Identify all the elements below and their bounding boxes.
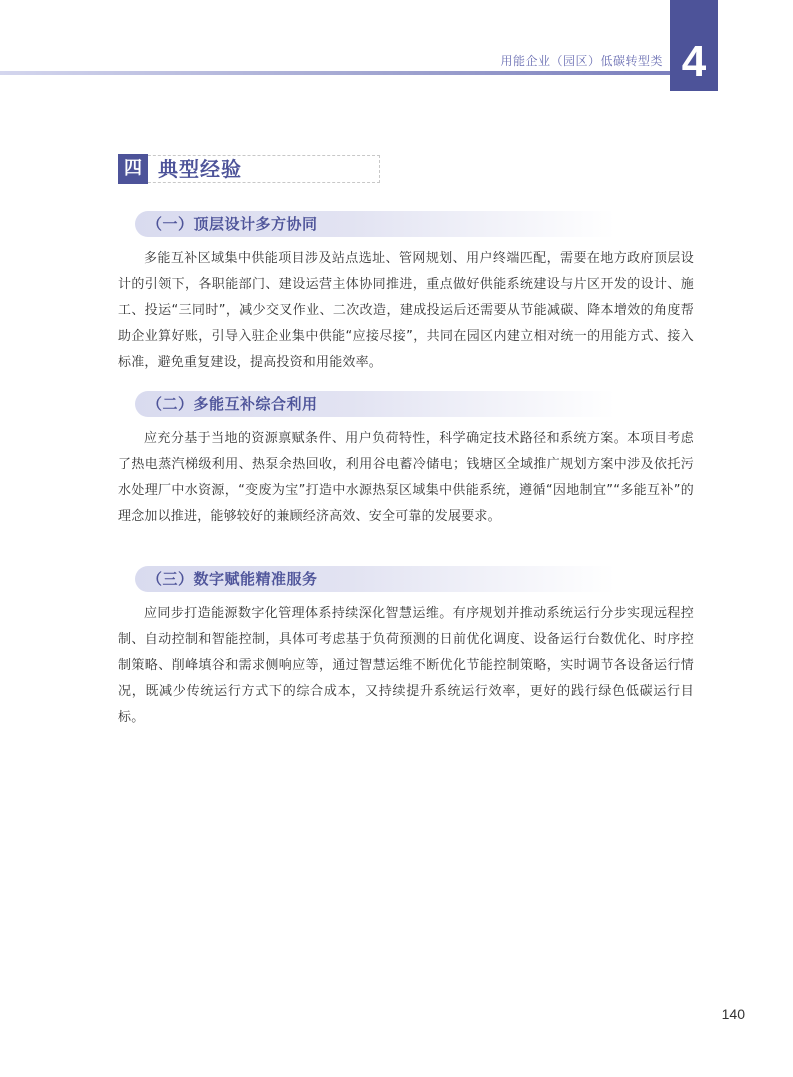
paragraph-1: 多能互补区域集中供能项目涉及站点选址、管网规划、用户终端匹配，需要在地方政府顶层设计的引领下，各职能部门、建设运营主体协同推进，重点做好供能系统建设与片区开发的设计、施工、投运“三同时”，减少交叉作业、二次改造，建成投运后还需要从节能减碳、降本增效的角度帮助企业算好账，引导入驻企业集中供能“应接尽接”，共同在园区内建立相对统一的用能方式、接入标准，避免重复建设，提高投资和用能效率。 bbox=[118, 251, 694, 370]
chapter-number-tab bbox=[670, 0, 718, 91]
subsection-title-1: （一）顶层设计多方协同 bbox=[147, 215, 318, 233]
running-header-title: 用能企业（园区）低碳转型类 bbox=[500, 54, 663, 68]
section-title: 典型经验 bbox=[158, 157, 242, 181]
section-heading bbox=[118, 155, 380, 183]
paragraph-2: 应充分基于当地的资源禀赋条件、用户负荷特性，科学确定技术路径和系统方案。本项目考虑了热电蒸汽梯级利用、热泵余热回收，利用谷电蓄冷储电；钱塘区全域推广规划方案中涉及依托污水处理厂中水资源，“变废为宝”打造中水源热泵区域集中供能系统，遵循“因地制宜”“多能互补”的理念加以推进，能够较好的兼顾经济高效、安全可靠的发展要求。 bbox=[118, 431, 694, 524]
paragraph-3: 应同步打造能源数字化管理体系持续深化智慧运维。有序规划并推动系统运行分步实现远程控制、自动控制和智能控制，具体可考虑基于负荷预测的日前优化调度、设备运行台数优化、时序控制策略、削峰填谷和需求侧响应等，通过智慧运维不断优化节能控制策略，实时调节各设备运行情况，既减少传统运行方式下的综合成本，又持续提升系统运行效率，更好的践行绿色低碳运行目标。 bbox=[118, 606, 694, 725]
chapter-number: 4 bbox=[681, 37, 707, 86]
subsection-heading-3 bbox=[135, 566, 615, 592]
section-number-badge: 四 bbox=[118, 154, 148, 184]
subsection-title-2: （二）多能互补综合利用 bbox=[147, 395, 318, 413]
subsection-heading-1 bbox=[135, 211, 615, 237]
subsection-title-3: （三）数字赋能精准服务 bbox=[147, 570, 318, 588]
page-number: 140 bbox=[721, 1006, 745, 1022]
header-rule bbox=[0, 71, 672, 75]
subsection-heading-2 bbox=[135, 391, 615, 417]
